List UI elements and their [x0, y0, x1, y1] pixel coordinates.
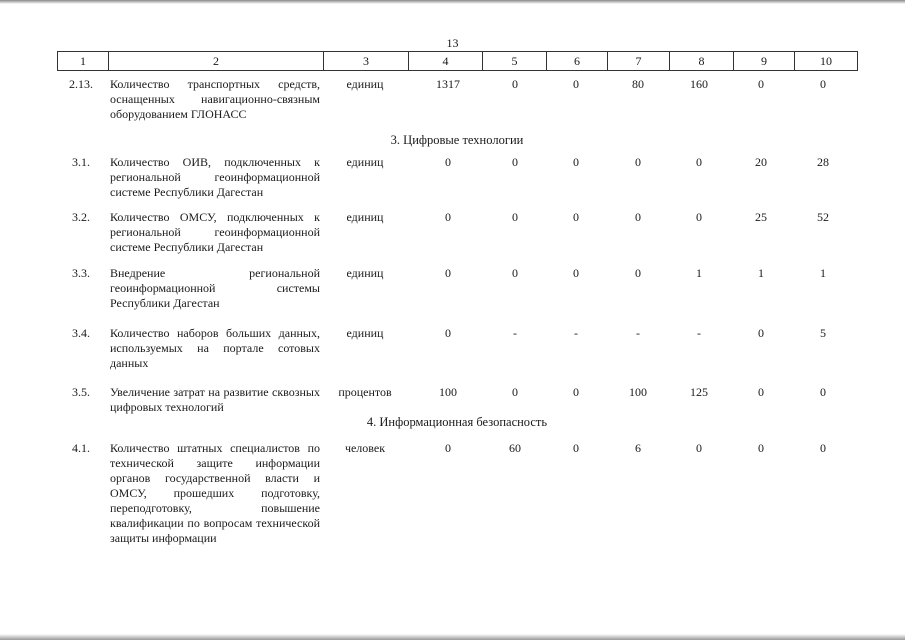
row-value: 52: [817, 210, 829, 224]
row-unit: единиц: [346, 210, 384, 224]
row-name: Количество транспортных средств, оснащенных навигационно-связным оборудованием ГЛОНАСС: [110, 77, 320, 121]
row-name: Количество ОМСУ, подключенных к региональной геоинформационной системе Республики Дагестан: [110, 210, 320, 254]
row-value: 0: [573, 210, 579, 224]
row-unit: процентов: [338, 385, 392, 399]
row-value: 0: [573, 441, 579, 455]
row-value: 0: [445, 441, 451, 455]
row-value: 100: [629, 385, 647, 399]
row-value: 0: [696, 210, 702, 224]
column-header: 6: [547, 52, 608, 71]
row-value: 0: [445, 326, 451, 340]
row-value: 1: [758, 266, 764, 280]
row-value: 0: [696, 155, 702, 169]
row-value: 0: [512, 385, 518, 399]
row-name: Увеличение затрат на развитие сквозных цифровых технологий: [110, 385, 320, 414]
row-unit: единиц: [346, 326, 384, 340]
row-unit: единиц: [346, 155, 384, 169]
column-header: 4: [409, 52, 483, 71]
row-value: 28: [817, 155, 829, 169]
page-number: 13: [446, 36, 459, 50]
section-title: 3. Цифровые технологии: [390, 133, 524, 147]
row-value: 1: [696, 266, 702, 280]
column-header: 5: [483, 52, 547, 71]
row-value: 160: [690, 77, 708, 91]
row-value: 5: [820, 326, 826, 340]
row-value: 0: [820, 441, 826, 455]
row-value: -: [636, 326, 640, 340]
table-header: [57, 51, 858, 71]
row-value: 0: [820, 385, 826, 399]
row-value: 0: [758, 441, 764, 455]
row-unit: единиц: [346, 266, 384, 280]
scan-edge-top: [0, 0, 905, 4]
column-header: 8: [670, 52, 734, 71]
row-value: 0: [635, 210, 641, 224]
row-value: 1317: [436, 77, 460, 91]
row-value: 0: [512, 210, 518, 224]
row-name: Количество наборов больших данных, используемых на портале сотовых данных: [110, 326, 320, 370]
row-number: 3.3.: [72, 266, 90, 280]
row-value: 0: [696, 441, 702, 455]
row-value: 0: [635, 266, 641, 280]
row-value: 0: [512, 266, 518, 280]
row-value: 25: [755, 210, 767, 224]
row-value: -: [697, 326, 701, 340]
row-unit: единиц: [346, 77, 384, 91]
row-value: 80: [632, 77, 644, 91]
row-number: 4.1.: [72, 441, 90, 455]
column-header: 1: [58, 52, 109, 71]
row-value: -: [574, 326, 578, 340]
row-value: 0: [445, 155, 451, 169]
row-name: Количество штатных специалистов по технической защите информации органов государственной власти и ОМСУ, прошедших подготовку, переподготовку, повышение квалификации по вопросам технической защиты информации: [110, 441, 320, 545]
row-name: Внедрение региональной геоинформационной системы Республики Дагестан: [110, 266, 320, 310]
row-value: 125: [690, 385, 708, 399]
scan-edge-bottom: [0, 634, 905, 640]
row-value: 6: [635, 441, 641, 455]
row-number: 3.2.: [72, 210, 90, 224]
row-value: 0: [512, 155, 518, 169]
row-value: 20: [755, 155, 767, 169]
column-header: 7: [608, 52, 670, 71]
row-value: 60: [509, 441, 521, 455]
row-unit: человек: [344, 441, 386, 455]
indicator-table: [57, 51, 857, 545]
row-value: 0: [573, 77, 579, 91]
row-value: 0: [573, 266, 579, 280]
column-header: 2: [109, 52, 324, 71]
row-value: 0: [820, 77, 826, 91]
row-value: 0: [573, 155, 579, 169]
row-value: 0: [758, 326, 764, 340]
row-value: 0: [512, 77, 518, 91]
row-value: 100: [439, 385, 457, 399]
row-value: 0: [758, 77, 764, 91]
row-number: 3.1.: [72, 155, 90, 169]
row-number: 3.5.: [72, 385, 90, 399]
column-header: 3: [324, 52, 409, 71]
row-name: Количество ОИВ, подключенных к региональной геоинформационной системе Республики Дагестан: [110, 155, 320, 199]
row-number: 3.4.: [72, 326, 90, 340]
row-value: -: [513, 326, 517, 340]
row-value: 0: [758, 385, 764, 399]
column-header: 9: [734, 52, 795, 71]
column-header: 10: [795, 52, 858, 71]
row-value: 1: [820, 266, 826, 280]
row-value: 0: [445, 210, 451, 224]
row-number: 2.13.: [69, 77, 93, 91]
row-value: 0: [445, 266, 451, 280]
row-value: 0: [573, 385, 579, 399]
row-value: 0: [635, 155, 641, 169]
section-title: 4. Информационная безопасность: [366, 415, 548, 429]
